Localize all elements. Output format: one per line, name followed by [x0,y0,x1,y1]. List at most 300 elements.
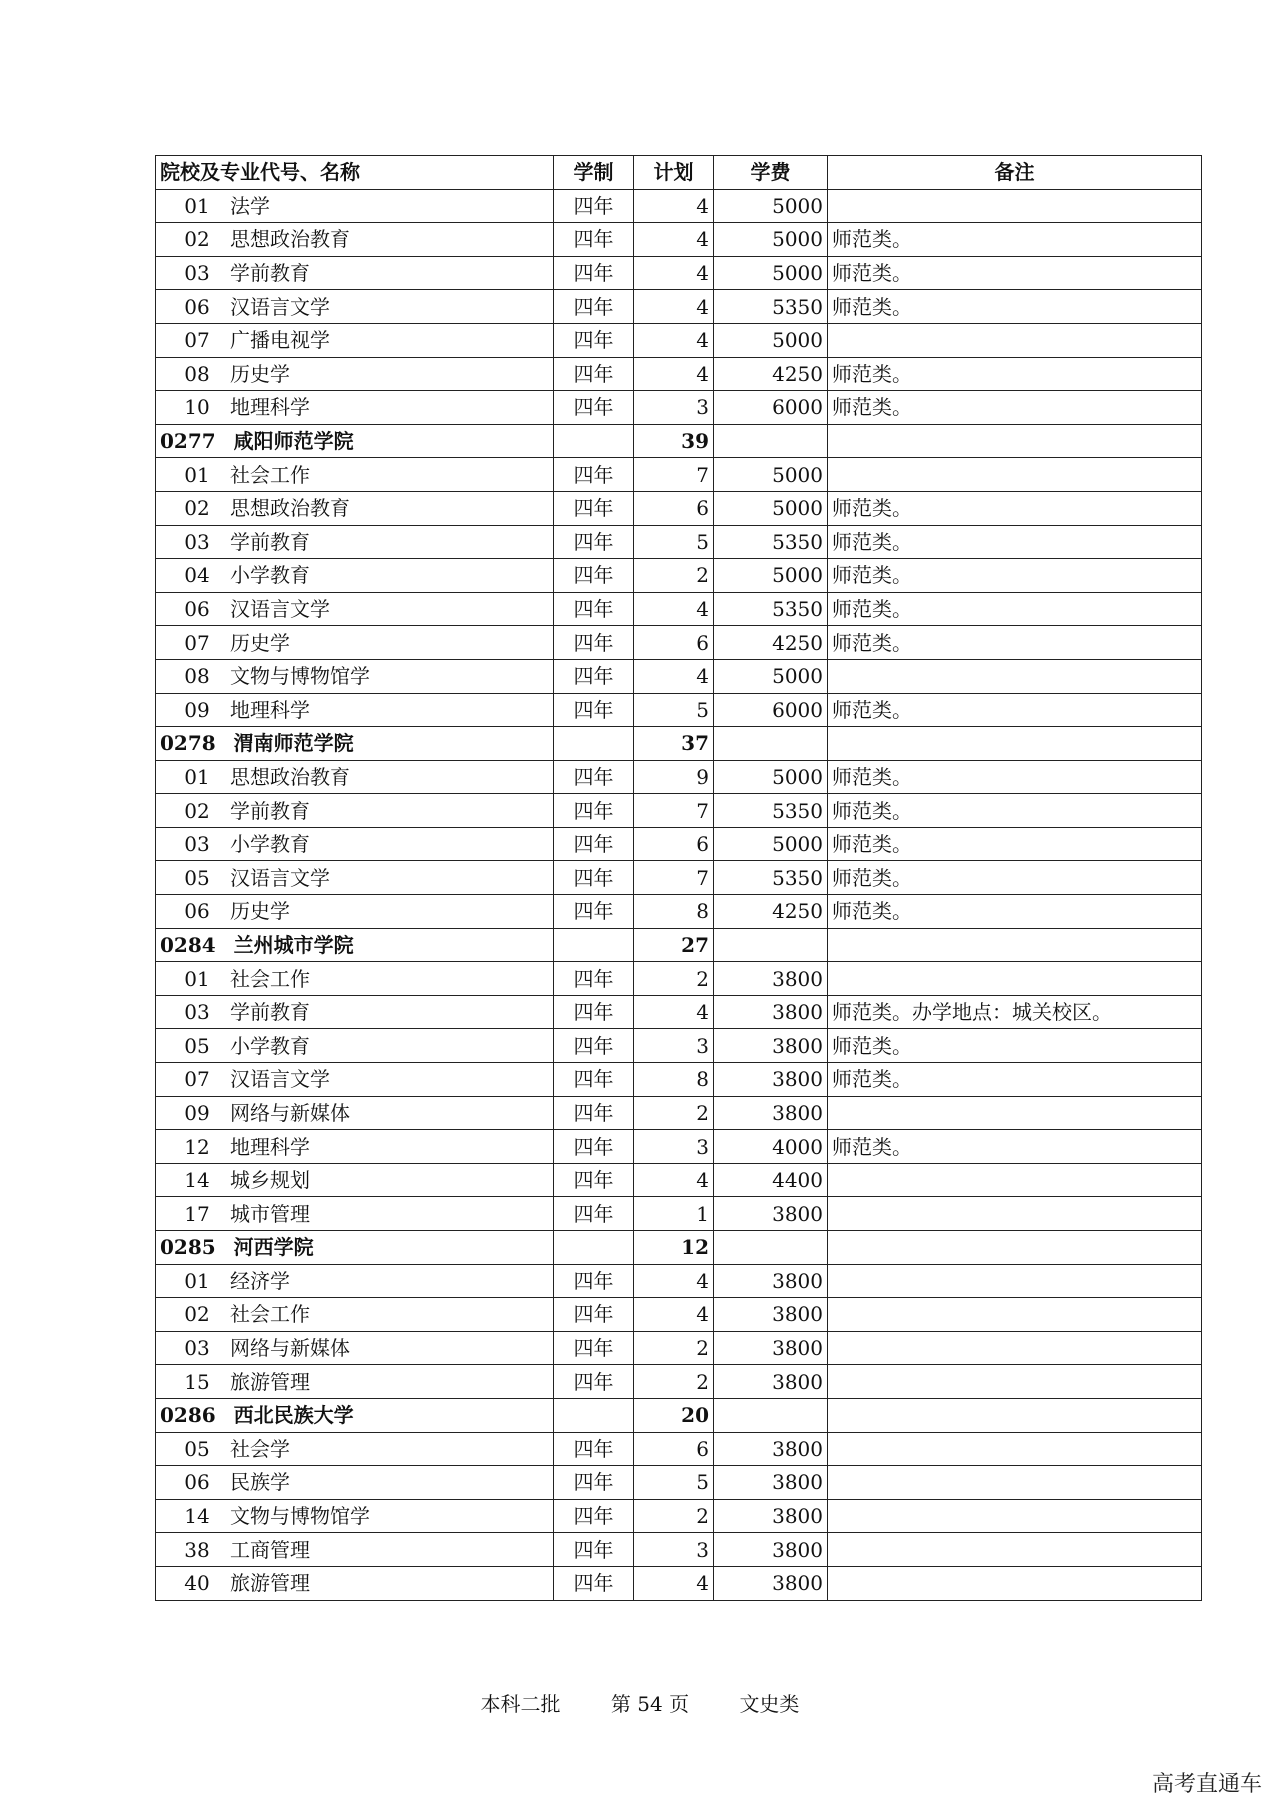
duration-cell: 四年 [554,626,634,660]
major-name: 小学教育 [230,563,310,588]
note-cell [828,1298,1202,1332]
plan-cell: 4 [634,256,714,290]
note-cell [828,1566,1202,1600]
name-cell [156,1197,554,1231]
major-code: 06 [184,899,210,924]
footer-page-number: 第 54 页 [610,1692,690,1716]
note-cell [828,1163,1202,1197]
major-row [156,223,1202,257]
note-cell [828,1197,1202,1231]
plan-cell: 2 [634,1096,714,1130]
note-cell [828,1264,1202,1298]
major-row [156,1163,1202,1197]
header-note: 备注 [828,156,1202,190]
fee-cell [714,424,828,458]
major-name: 思想政治教育 [230,764,350,789]
duration-cell: 四年 [554,1365,634,1399]
fee-cell: 5000 [714,323,828,357]
name-cell [156,1566,554,1600]
name-cell [156,290,554,324]
major-row [156,323,1202,357]
footer-category: 文史类 [739,1692,800,1716]
fee-cell: 3800 [714,1063,828,1097]
plan-cell: 7 [634,794,714,828]
fee-cell: 3800 [714,1264,828,1298]
plan-cell: 4 [634,592,714,626]
note-cell: 师范类。 [828,1029,1202,1063]
name-cell [156,491,554,525]
major-row [156,1096,1202,1130]
duration-cell: 四年 [554,391,634,425]
fee-cell [714,928,828,962]
duration-cell [554,928,634,962]
plan-cell: 4 [634,223,714,257]
major-row [156,1264,1202,1298]
major-row [156,592,1202,626]
major-name: 经济学 [230,1268,290,1293]
name-cell [156,693,554,727]
plan-cell: 4 [634,290,714,324]
note-cell: 师范类。 [828,357,1202,391]
note-cell [828,1499,1202,1533]
fee-cell [714,1231,828,1265]
duration-cell: 四年 [554,189,634,223]
name-cell [156,189,554,223]
duration-cell: 四年 [554,1566,634,1600]
fee-cell: 4000 [714,1130,828,1164]
fee-cell: 4250 [714,626,828,660]
note-cell: 师范类。 [828,861,1202,895]
plan-cell: 4 [634,659,714,693]
duration-cell: 四年 [554,1197,634,1231]
plan-cell: 4 [634,1298,714,1332]
duration-cell: 四年 [554,995,634,1029]
note-cell [828,1331,1202,1365]
note-cell [828,1231,1202,1265]
fee-cell: 3800 [714,1029,828,1063]
major-code: 05 [184,1033,210,1058]
duration-cell: 四年 [554,794,634,828]
note-cell [828,458,1202,492]
major-code: 10 [184,395,210,420]
major-name: 工商管理 [230,1537,310,1562]
fee-cell: 5000 [714,559,828,593]
name-cell [156,391,554,425]
duration-cell: 四年 [554,861,634,895]
fee-cell: 5000 [714,223,828,257]
major-name: 历史学 [230,630,290,655]
note-cell [828,424,1202,458]
header-fee: 学费 [714,156,828,190]
major-code: 03 [184,1000,210,1025]
fee-cell: 5350 [714,525,828,559]
major-row [156,357,1202,391]
name-cell [156,1063,554,1097]
school-row [156,1231,1202,1265]
major-row [156,760,1202,794]
name-cell [156,357,554,391]
school-name: 河西学院 [233,1235,314,1260]
major-code: 09 [184,697,210,722]
major-name: 民族学 [230,1470,290,1495]
major-row [156,1533,1202,1567]
plan-cell: 4 [634,1566,714,1600]
note-cell: 师范类。 [828,794,1202,828]
school-code: 0278 [160,731,216,756]
major-code: 03 [184,1336,210,1361]
name-cell [156,458,554,492]
school-code: 0284 [160,932,216,957]
school-row [156,424,1202,458]
major-name: 学前教育 [230,798,310,823]
major-name: 历史学 [230,899,290,924]
admission-plan-table [155,155,1202,1601]
major-code: 05 [184,1436,210,1461]
name-cell [156,659,554,693]
name-cell [156,626,554,660]
major-row [156,1432,1202,1466]
major-code: 02 [184,1302,210,1327]
plan-cell: 4 [634,1163,714,1197]
note-cell: 师范类。 [828,256,1202,290]
major-name: 学前教育 [230,1000,310,1025]
name-cell [156,760,554,794]
name-cell [156,827,554,861]
note-cell [828,1365,1202,1399]
name-cell [156,1365,554,1399]
major-row [156,525,1202,559]
major-name: 社会工作 [230,1302,310,1327]
duration-cell: 四年 [554,659,634,693]
fee-cell: 6000 [714,391,828,425]
major-code: 15 [184,1369,210,1394]
duration-cell: 四年 [554,592,634,626]
watermark-text: 高考直通车 [1151,1772,1262,1797]
duration-cell: 四年 [554,827,634,861]
plan-cell: 4 [634,323,714,357]
duration-cell [554,727,634,761]
duration-cell [554,1231,634,1265]
note-cell [828,962,1202,996]
school-code: 0285 [160,1235,216,1260]
plan-cell: 3 [634,1533,714,1567]
name-cell [156,962,554,996]
major-code: 07 [184,328,210,353]
header-plan: 计划 [634,156,714,190]
major-row [156,995,1202,1029]
duration-cell [554,424,634,458]
name-cell [156,559,554,593]
fee-cell: 3800 [714,1365,828,1399]
major-row [156,391,1202,425]
major-code: 01 [184,1268,210,1293]
plan-cell: 2 [634,1331,714,1365]
major-name: 学前教育 [230,529,310,554]
fee-cell: 3800 [714,1466,828,1500]
header-duration: 学制 [554,156,634,190]
major-row [156,290,1202,324]
duration-cell: 四年 [554,1130,634,1164]
name-cell [156,861,554,895]
fee-cell [714,727,828,761]
duration-cell: 四年 [554,357,634,391]
fee-cell [714,1398,828,1432]
major-code: 02 [184,798,210,823]
major-row [156,1063,1202,1097]
note-cell: 师范类。 [828,1063,1202,1097]
major-name: 法学 [230,193,270,218]
fee-cell: 3800 [714,995,828,1029]
table-body [156,189,1202,1600]
fee-cell: 3800 [714,1499,828,1533]
plan-cell: 5 [634,693,714,727]
duration-cell [554,1398,634,1432]
fee-cell: 5000 [714,760,828,794]
major-name: 思想政治教育 [230,496,350,521]
note-cell: 师范类。 [828,592,1202,626]
major-name: 学前教育 [230,261,310,286]
name-cell [156,256,554,290]
school-row [156,928,1202,962]
note-cell: 师范类。 [828,391,1202,425]
plan-cell: 2 [634,1499,714,1533]
duration-cell: 四年 [554,1063,634,1097]
major-name: 小学教育 [230,832,310,857]
note-cell: 师范类。 [828,1130,1202,1164]
major-code: 12 [184,1134,210,1159]
note-cell: 师范类。 [828,693,1202,727]
major-name: 文物与博物馆学 [230,664,370,689]
note-cell [828,727,1202,761]
plan-cell: 6 [634,491,714,525]
note-cell: 师范类。 [828,525,1202,559]
major-row [156,962,1202,996]
major-row [156,1029,1202,1063]
major-row [156,827,1202,861]
major-code: 01 [184,193,210,218]
fee-cell: 3800 [714,1096,828,1130]
plan-cell: 4 [634,1264,714,1298]
plan-cell: 39 [634,424,714,458]
fee-cell: 3800 [714,1331,828,1365]
major-row [156,1197,1202,1231]
duration-cell: 四年 [554,491,634,525]
plan-cell: 6 [634,626,714,660]
major-row [156,1365,1202,1399]
plan-cell: 1 [634,1197,714,1231]
major-code: 06 [184,294,210,319]
name-cell [156,1096,554,1130]
duration-cell: 四年 [554,1533,634,1567]
major-code: 14 [184,1504,210,1529]
table-header-row [156,156,1202,190]
major-name: 社会学 [230,1436,290,1461]
major-code: 02 [184,496,210,521]
name-cell [156,1029,554,1063]
plan-cell: 3 [634,1130,714,1164]
duration-cell: 四年 [554,1298,634,1332]
duration-cell: 四年 [554,256,634,290]
note-cell [828,1096,1202,1130]
major-row [156,189,1202,223]
duration-cell: 四年 [554,559,634,593]
school-name: 西北民族大学 [233,1403,354,1428]
fee-cell: 3800 [714,1533,828,1567]
fee-cell: 5000 [714,458,828,492]
note-cell [828,1533,1202,1567]
duration-cell: 四年 [554,223,634,257]
major-code: 03 [184,261,210,286]
note-cell: 师范类。 [828,290,1202,324]
name-cell [156,1130,554,1164]
name-cell [156,1466,554,1500]
plan-cell: 2 [634,559,714,593]
fee-cell: 6000 [714,693,828,727]
duration-cell: 四年 [554,1331,634,1365]
school-name: 兰州城市学院 [233,932,354,957]
footer-batch: 本科二批 [480,1692,561,1716]
note-cell: 师范类。 [828,827,1202,861]
name-cell [156,424,554,458]
duration-cell: 四年 [554,1432,634,1466]
note-cell: 师范类。 [828,491,1202,525]
major-name: 历史学 [230,361,290,386]
name-cell [156,223,554,257]
plan-cell: 20 [634,1398,714,1432]
school-code: 0286 [160,1403,216,1428]
name-cell [156,1398,554,1432]
major-name: 小学教育 [230,1033,310,1058]
note-cell [828,189,1202,223]
fee-cell: 5000 [714,827,828,861]
duration-cell: 四年 [554,525,634,559]
name-cell [156,1499,554,1533]
page-footer [0,1688,1280,1717]
note-cell: 师范类。 [828,895,1202,929]
major-row [156,1466,1202,1500]
school-name: 咸阳师范学院 [233,429,354,454]
major-name: 汉语言文学 [230,865,330,890]
major-code: 08 [184,664,210,689]
plan-cell: 3 [634,391,714,425]
major-name: 文物与博物馆学 [230,1504,370,1529]
fee-cell: 5000 [714,256,828,290]
major-name: 地理科学 [230,395,310,420]
name-cell [156,1163,554,1197]
fee-cell: 5350 [714,861,828,895]
school-code: 0277 [160,429,216,454]
duration-cell: 四年 [554,1466,634,1500]
duration-cell: 四年 [554,323,634,357]
major-name: 旅游管理 [230,1369,310,1394]
plan-cell: 12 [634,1231,714,1265]
major-name: 社会工作 [230,462,310,487]
major-code: 02 [184,227,210,252]
plan-cell: 2 [634,962,714,996]
major-name: 思想政治教育 [230,227,350,252]
major-row [156,1566,1202,1600]
name-cell [156,1432,554,1466]
major-row [156,1298,1202,1332]
note-cell [828,323,1202,357]
duration-cell: 四年 [554,895,634,929]
name-cell [156,1264,554,1298]
name-cell [156,323,554,357]
duration-cell: 四年 [554,1096,634,1130]
major-name: 旅游管理 [230,1571,310,1596]
major-name: 社会工作 [230,966,310,991]
major-code: 01 [184,764,210,789]
note-cell: 师范类。 [828,559,1202,593]
plan-cell: 27 [634,928,714,962]
major-name: 汉语言文学 [230,1067,330,1092]
note-cell: 师范类。 [828,626,1202,660]
fee-cell: 5000 [714,659,828,693]
plan-cell: 8 [634,895,714,929]
major-row [156,659,1202,693]
plan-cell: 2 [634,1365,714,1399]
plan-cell: 4 [634,357,714,391]
name-cell [156,995,554,1029]
fee-cell: 3800 [714,962,828,996]
major-name: 网络与新媒体 [230,1100,350,1125]
plan-cell: 7 [634,458,714,492]
fee-cell: 5350 [714,290,828,324]
plan-cell: 3 [634,1029,714,1063]
note-cell [828,659,1202,693]
major-code: 38 [184,1537,210,1562]
major-code: 01 [184,462,210,487]
note-cell [828,1432,1202,1466]
plan-cell: 4 [634,189,714,223]
major-code: 06 [184,597,210,622]
major-code: 04 [184,563,210,588]
plan-cell: 4 [634,995,714,1029]
duration-cell: 四年 [554,1163,634,1197]
major-name: 汉语言文学 [230,597,330,622]
major-name: 地理科学 [230,1134,310,1159]
school-row [156,1398,1202,1432]
major-code: 03 [184,832,210,857]
duration-cell: 四年 [554,693,634,727]
major-code: 40 [184,1571,210,1596]
note-cell: 师范类。办学地点：城关校区。 [828,995,1202,1029]
major-name: 广播电视学 [230,328,330,353]
fee-cell: 4250 [714,895,828,929]
name-cell [156,1231,554,1265]
name-cell [156,895,554,929]
note-cell [828,1466,1202,1500]
major-code: 06 [184,1470,210,1495]
name-cell [156,727,554,761]
major-code: 07 [184,630,210,655]
plan-cell: 6 [634,827,714,861]
major-row [156,458,1202,492]
fee-cell: 5350 [714,592,828,626]
major-code: 14 [184,1168,210,1193]
plan-cell: 8 [634,1063,714,1097]
major-row [156,626,1202,660]
plan-cell: 6 [634,1432,714,1466]
major-name: 地理科学 [230,697,310,722]
major-row [156,895,1202,929]
major-row [156,559,1202,593]
duration-cell: 四年 [554,458,634,492]
major-code: 17 [184,1201,210,1226]
fee-cell: 3800 [714,1197,828,1231]
plan-cell: 5 [634,525,714,559]
fee-cell: 3800 [714,1298,828,1332]
